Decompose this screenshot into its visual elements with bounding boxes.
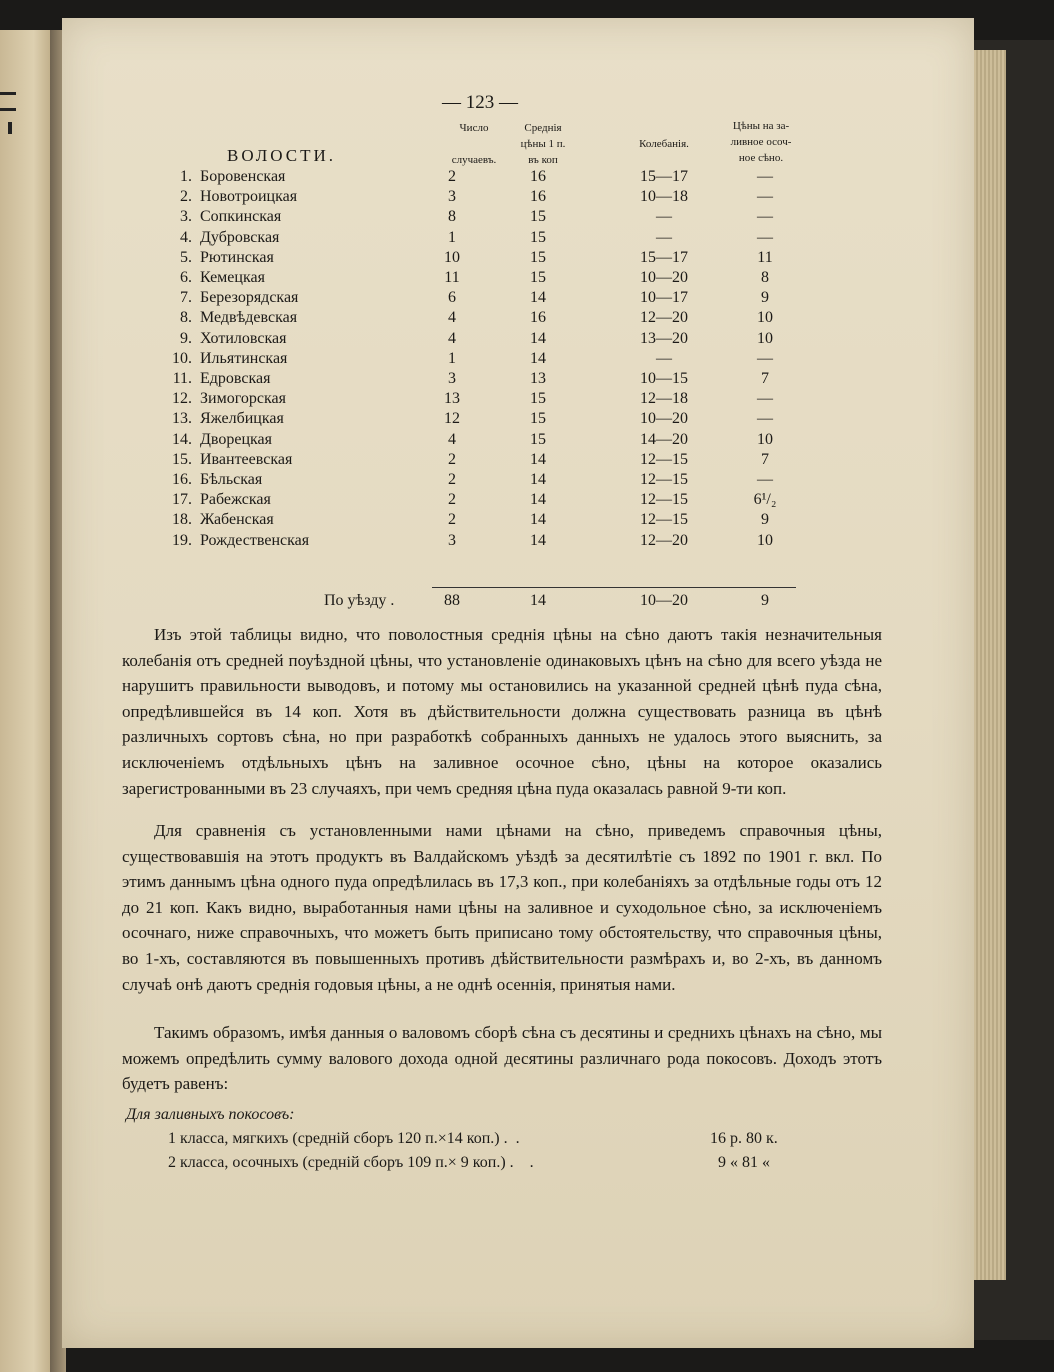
paragraph-3: Такимъ образомъ, имѣя данныя о валовомъ сборѣ сѣна съ десятины и среднихъ цѣнахъ на сѣно, мы можемъ опредѣлить сумму валового дохода одной десятины различнаго рода покосовъ. Доходъ этотъ будетъ равенъ: <box>122 1023 882 1094</box>
average-price: 15 <box>530 208 546 226</box>
table-row <box>62 451 974 471</box>
average-price: 16 <box>530 188 546 206</box>
row-number: 1. <box>180 168 192 185</box>
average-price: 15 <box>530 269 546 286</box>
sedge-hay-price: — <box>757 208 773 226</box>
price-range: 10—20 <box>640 410 688 428</box>
sedge-hay-price: — <box>757 349 773 367</box>
header-volosti: ВОЛОСТИ. <box>227 146 337 165</box>
table-row <box>62 350 974 370</box>
volost-name: Березорядская <box>200 289 299 307</box>
header-price <box>718 118 804 166</box>
average-price: 14 <box>530 450 546 468</box>
sedge-hay-price: 10 <box>757 309 773 327</box>
row-number: 14. <box>172 430 192 448</box>
row-number: 8. <box>180 309 192 327</box>
volost-name: Новотроицкая <box>200 188 298 206</box>
header-price-line: ное сѣно. <box>738 152 784 164</box>
price-range: 10—18 <box>640 188 688 206</box>
sedge-hay-price: 10 <box>757 430 773 448</box>
sedge-hay-price: 10 <box>757 329 773 347</box>
sedge-hay-price: 6¹/₂ <box>753 491 777 509</box>
sedge-hay-price: — <box>757 228 773 246</box>
volost-name: Ивантеевская <box>200 450 293 468</box>
row-number: 9. <box>180 329 192 347</box>
case-count: 10 <box>444 248 460 266</box>
header-avg-line: Среднiя <box>524 122 562 134</box>
case-count: 2 <box>448 450 456 468</box>
row-number: 3. <box>180 208 192 226</box>
sedge-hay-price: 11 <box>757 248 773 266</box>
sedge-hay-price: 9 <box>761 289 769 307</box>
table-row <box>62 330 974 350</box>
average-price: 14 <box>530 531 546 549</box>
case-count: 2 <box>448 511 456 529</box>
sedge-hay-price: 7 <box>761 370 769 387</box>
total-count: 88 <box>444 592 460 609</box>
left-page-mark <box>0 92 16 95</box>
average-price: 15 <box>530 228 546 246</box>
average-price: 15 <box>530 248 546 266</box>
sedge-hay-price: 7 <box>761 450 769 468</box>
volost-name: Сопкинская <box>200 208 282 226</box>
header-range <box>624 120 704 152</box>
average-price: 16 <box>530 309 546 327</box>
header-count-line: Число <box>459 122 489 134</box>
volost-name: Боровенская <box>200 168 286 185</box>
volost-name: Едровская <box>200 370 271 387</box>
row-number: 2. <box>180 188 192 206</box>
volost-name: Хотиловская <box>200 329 287 347</box>
average-price: 14 <box>530 329 546 347</box>
header-price-line: ливное осоч- <box>730 136 792 148</box>
average-price: 14 <box>530 289 546 307</box>
header-count-line <box>444 136 504 152</box>
table-row <box>62 208 974 228</box>
sedge-hay-price: 9 <box>761 511 769 529</box>
volost-name: Жабенская <box>200 511 274 529</box>
average-price: 14 <box>530 511 546 529</box>
row-number: 4. <box>180 228 192 246</box>
header-range-line: Колебанiя. <box>639 138 689 150</box>
case-count: 2 <box>448 471 456 488</box>
table-row <box>62 511 974 531</box>
table-row <box>62 269 974 289</box>
price-range: 12—20 <box>640 531 688 549</box>
average-price: 15 <box>530 430 546 448</box>
average-price: 16 <box>530 168 546 185</box>
case-count: 1 <box>448 349 456 367</box>
row-number: 19. <box>172 531 192 549</box>
volost-name: Ильятинская <box>200 349 288 367</box>
case-count: 4 <box>448 430 456 448</box>
sedge-hay-price: 8 <box>761 269 769 286</box>
left-page-mark <box>0 108 16 111</box>
table-row <box>62 431 974 451</box>
table-row <box>62 188 974 208</box>
price-range: 10—20 <box>640 269 688 286</box>
volost-name: Зимогорская <box>200 390 286 408</box>
average-price: 15 <box>530 390 546 408</box>
price-range: 13—20 <box>640 329 688 347</box>
price-range: 12—15 <box>640 450 688 468</box>
table-row <box>62 309 974 329</box>
formula-line-2: 2 класса, осочныхъ (среднiй сборъ 109 п.× 9 коп.) . . <box>168 1154 534 1171</box>
case-count: 2 <box>448 491 456 509</box>
volost-name: Рютинская <box>200 248 274 266</box>
table-row <box>62 289 974 309</box>
header-count <box>444 120 504 168</box>
row-number: 6. <box>180 269 192 286</box>
case-count: 2 <box>448 168 456 185</box>
sedge-hay-price: — <box>757 168 773 185</box>
header-avg-line: цѣны 1 п. <box>520 138 566 150</box>
price-range: 12—18 <box>640 390 688 408</box>
volost-name: Дворецкая <box>200 430 273 448</box>
average-price: 14 <box>530 491 546 509</box>
volost-name: Яжелбицкая <box>200 410 284 428</box>
sedge-hay-price: 10 <box>757 531 773 549</box>
average-price: 14 <box>530 471 546 488</box>
row-number: 16. <box>172 471 192 488</box>
table-row <box>62 390 974 410</box>
volost-name: Рождественская <box>200 531 310 549</box>
price-range: — <box>656 208 672 226</box>
table-row <box>62 168 974 188</box>
price-range: 12—15 <box>640 511 688 529</box>
volost-name: Бѣльская <box>200 471 263 488</box>
row-number: 17. <box>172 491 192 509</box>
total-range: 10—20 <box>640 592 688 609</box>
case-count: 4 <box>448 309 456 327</box>
sedge-hay-price: — <box>757 471 773 488</box>
price-range: — <box>656 349 672 367</box>
header-price-line: Цѣны на за- <box>732 120 790 132</box>
row-number: 5. <box>180 248 192 266</box>
row-number: 15. <box>172 450 192 468</box>
case-count: 12 <box>444 410 460 428</box>
case-count: 3 <box>448 188 456 206</box>
volost-name: Медвѣдевская <box>200 309 298 327</box>
table-row <box>62 249 974 269</box>
price-range: 12—15 <box>640 471 688 488</box>
total-label: По уѣзду . <box>324 592 395 609</box>
case-count: 4 <box>448 329 456 347</box>
page-number: — 123 — <box>442 92 518 113</box>
sedge-hay-price: — <box>757 410 773 428</box>
header-range-line <box>624 120 704 136</box>
average-price: 14 <box>530 349 546 367</box>
row-number: 11. <box>172 370 192 387</box>
price-range: 15—17 <box>640 248 688 266</box>
row-number: 13. <box>172 410 192 428</box>
table-row <box>62 410 974 430</box>
case-count: 3 <box>448 531 456 549</box>
header-avg-line: въ коп <box>528 154 558 166</box>
header-avg <box>508 120 578 168</box>
case-count: 13 <box>444 390 460 408</box>
left-page-edge <box>0 30 56 1372</box>
row-number: 7. <box>180 289 192 307</box>
price-range: 10—17 <box>640 289 688 307</box>
average-price: 13 <box>530 370 546 387</box>
total-price: 9 <box>761 592 769 609</box>
price-range: 12—15 <box>640 491 688 509</box>
case-count: 1 <box>448 228 456 246</box>
case-count: 6 <box>448 289 456 307</box>
sedge-hay-price: — <box>757 390 773 408</box>
formula-value-1: 16 р. 80 к. <box>710 1130 778 1147</box>
row-number: 18. <box>172 511 192 529</box>
price-range: 10—15 <box>640 370 688 387</box>
formula-heading: Для заливныхъ покосовъ: <box>126 1106 295 1123</box>
table-row <box>62 532 974 552</box>
total-avg: 14 <box>530 592 546 609</box>
table-row <box>62 491 974 511</box>
row-number: 12. <box>172 390 192 408</box>
paragraph-1: Изъ этой таблицы видно, что поволостныя среднiя цѣны на сѣно даютъ такiя незначительныя колебанiя отъ средней поуѣздной цѣны, что установленiе одинаковыхъ цѣнъ на сѣно для всего уѣзда не нарушитъ правильности выводовъ, и потому мы остановились на указанной средней цѣнѣ пуда сѣна, опредѣлившейся въ 14 коп. Хотя въ дѣйствительности должна существовать разница въ цѣнѣ различныхъ сортовъ сѣна, но при разработкѣ собранныхъ данныхъ не удалось этого выяснить, за исключенiемъ отдѣльныхъ цѣнъ на заливное осочное сѣно, цѣны на которое оказались зарегистрованными въ 23 случаяхъ, при чемъ средняя цѣна пуда оказалась равной 9-ти коп. <box>122 625 882 798</box>
formula-value-2: 9 « 81 « <box>718 1154 770 1171</box>
volost-name: Рабежская <box>200 491 271 509</box>
total-row <box>62 592 974 612</box>
price-range: 12—20 <box>640 309 688 327</box>
volost-name: Кемецкая <box>200 269 265 286</box>
volost-name: Дубровская <box>200 228 280 246</box>
price-range: — <box>656 228 672 246</box>
paragraph-2: Для сравненiя съ установленными нами цѣнами на сѣно, приведемъ справочныя цѣны, существовавшiя на этотъ продуктъ въ Валдайскомъ уѣздѣ за десятилѣтiе съ 1892 по 1901 г. вкл. По этимъ даннымъ цѣна одного пуда опредѣлилась въ 17,3 коп., при колебанiяхъ за отдѣльные годы отъ 12 до 21 коп. Какъ видно, выработанныя нами цѣны на заливное и суходольное сѣно, за исключенiемъ осочнаго, ниже справочныхъ, что можетъ быть приписано тому обстоятельству, что справочныя цѣны, во 1-хъ, составляются въ повышенныхъ противъ дѣйствительности размѣрахъ и, во 2-хъ, въ данномъ случаѣ онѣ даютъ среднiя годовыя цѣны, а не однѣ осеннiя, принятыя нами. <box>122 821 882 994</box>
price-range: 14—20 <box>640 430 688 448</box>
average-price: 15 <box>530 410 546 428</box>
case-count: 3 <box>448 370 456 387</box>
table-row <box>62 229 974 249</box>
table-row <box>62 370 974 390</box>
left-page-mark <box>8 122 12 134</box>
table-row <box>62 471 974 491</box>
row-number: 10. <box>172 349 192 367</box>
sedge-hay-price: — <box>757 188 773 206</box>
case-count: 11 <box>444 269 460 286</box>
formula-line-1: 1 класса, мягкихъ (среднiй сборъ 120 п.×14 коп.) . . <box>168 1130 520 1147</box>
case-count: 8 <box>448 208 456 226</box>
header-count-line: случаевъ. <box>451 154 497 166</box>
book-page <box>62 18 974 1348</box>
total-rule <box>432 587 796 588</box>
price-range: 15—17 <box>640 168 688 185</box>
